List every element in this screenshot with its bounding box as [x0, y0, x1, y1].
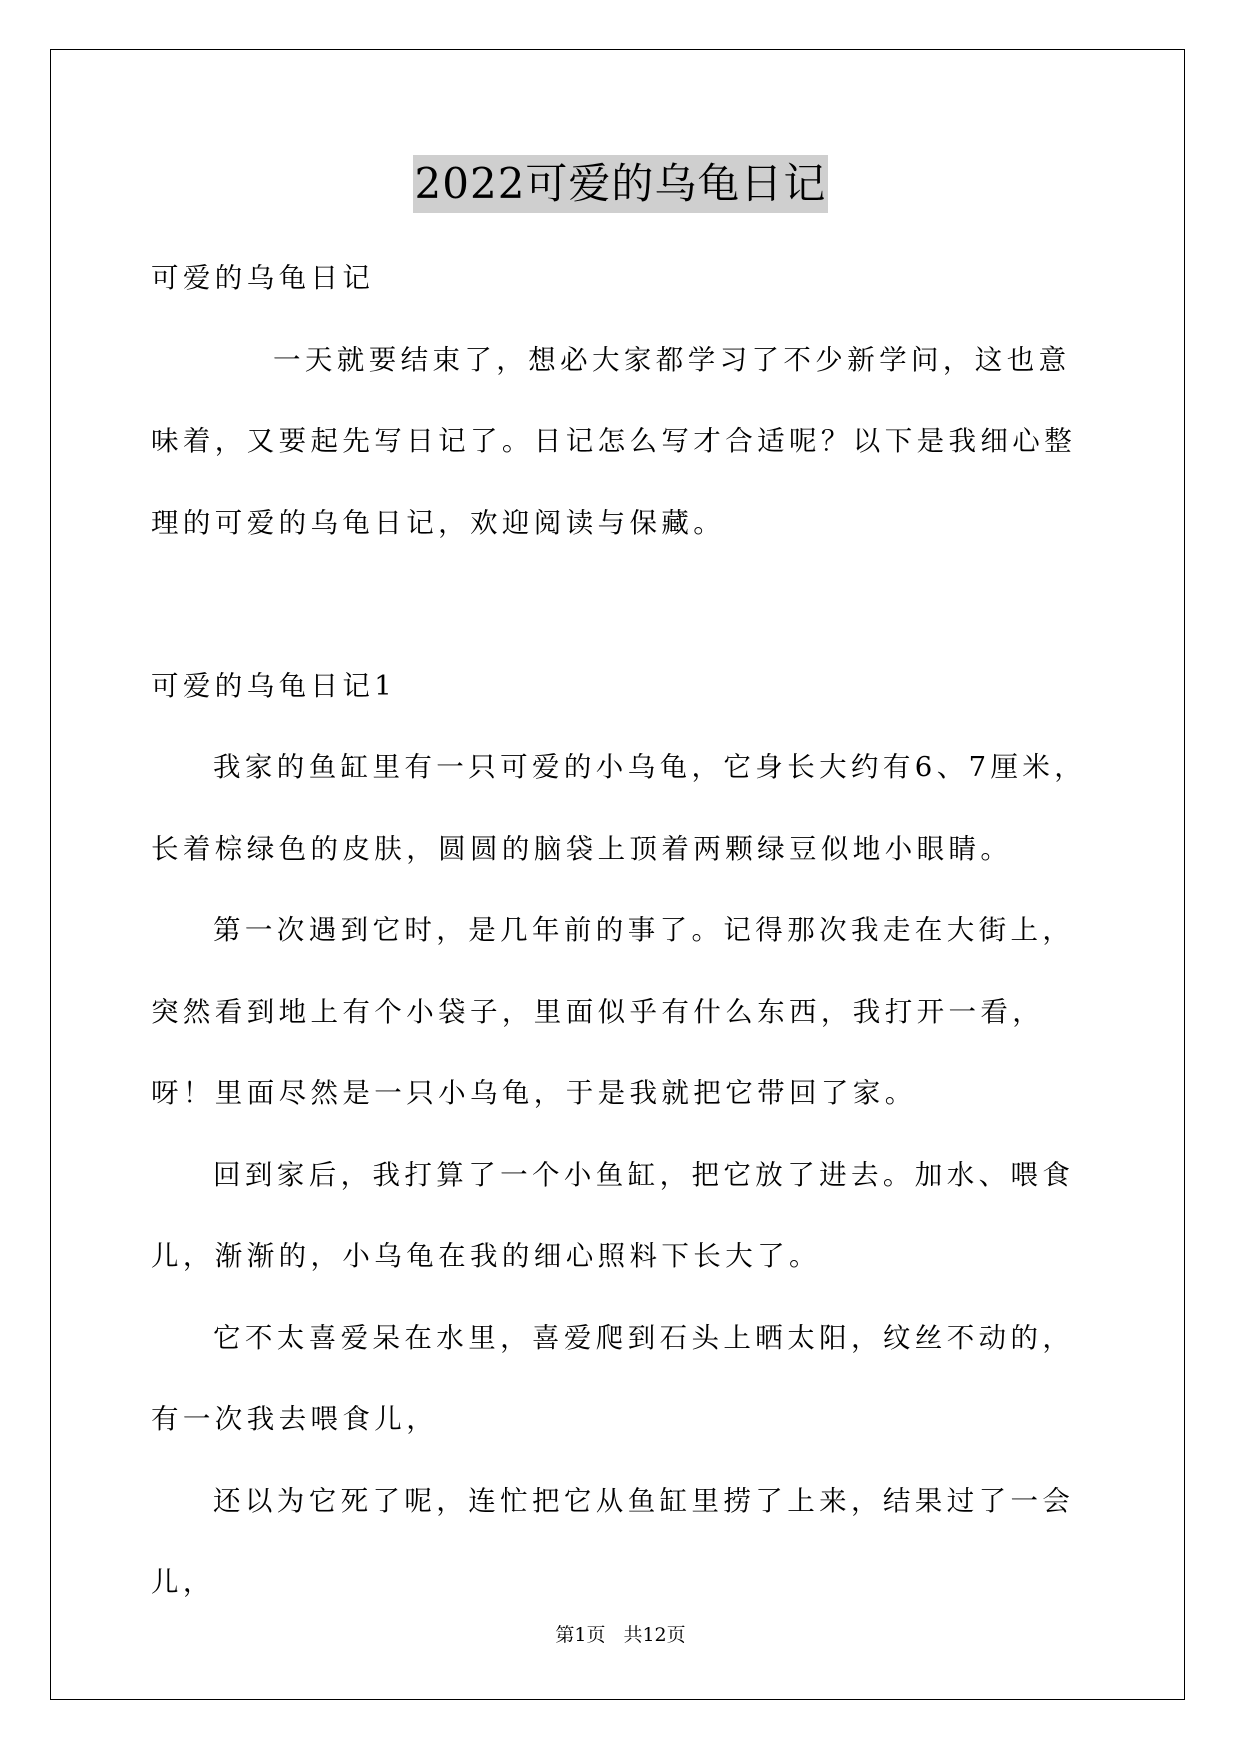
section-heading: 可爱的乌龟日记1	[151, 669, 397, 702]
document-subtitle: 可爱的乌龟日记	[151, 262, 375, 294]
document-title: 2022可爱的乌龟日记	[413, 155, 829, 213]
body-paragraph: 还以为它死了呢，连忙把它从鱼缸里捞了上来，结果过了一会儿，	[151, 1484, 1075, 1598]
document-body	[151, 238, 1091, 1624]
body-paragraph: 回到家后，我打算了一个小鱼缸，把它放了进去。加水、喂食儿，渐渐的，小乌龟在我的细心照料下长大了。	[151, 1158, 1075, 1272]
body-paragraph: 第一次遇到它时，是几年前的事了。记得那次我走在大街上，突然看到地上有个小袋子，里面似乎有什么东西，我打开一看，呀！里面尽然是一只小乌龟，于是我就把它带回了家。	[151, 914, 1075, 1109]
intro-paragraph: 一天就要结束了，想必大家都学习了不少新学问，这也意味着，又要起先写日记了。日记怎么写才合适呢？以下是我细心整理的可爱的乌龟日记，欢迎阅读与保藏。	[151, 343, 1077, 539]
paragraph-gap	[151, 564, 1091, 646]
title-container	[0, 155, 1241, 213]
page-number: 第1页	[555, 1624, 606, 1646]
body-paragraph: 它不太喜爱呆在水里，喜爱爬到石头上晒太阳，纹丝不动的，有一次我去喂食儿，	[151, 1321, 1075, 1435]
body-paragraph: 我家的鱼缸里有一只可爱的小乌龟，它身长大约有6、7厘米，长着棕绿色的皮肤，圆圆的脑袋上顶着两颗绿豆似地小眼睛。	[151, 751, 1087, 865]
page-total: 共12页	[623, 1624, 686, 1646]
page-footer	[0, 1621, 1241, 1649]
